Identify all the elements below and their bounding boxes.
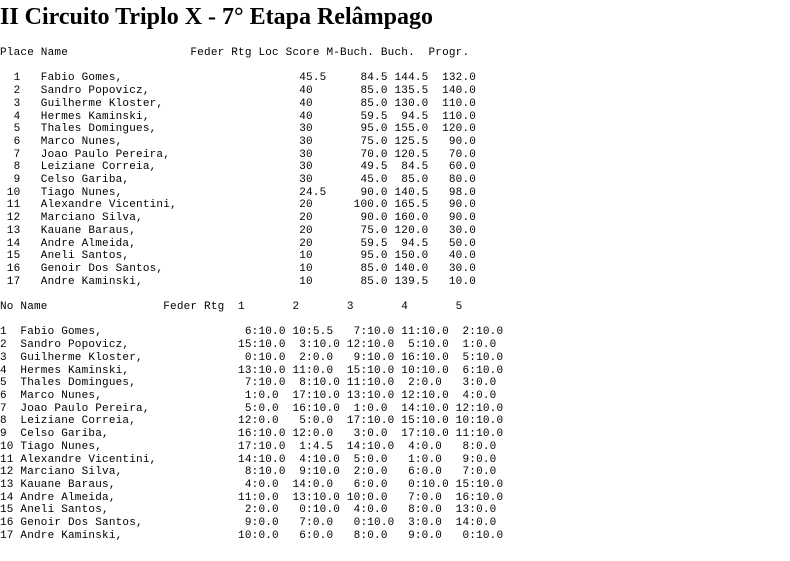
crosstable-row: 11 Alexandre Vicentini, 14:10.0 4:10.0 5:0.0 1:0.0 9:0.0 — [0, 453, 497, 466]
standings-row: 11 Alexandre Vicentini, 20 100.0 165.5 90.0 — [0, 199, 477, 212]
standings-row: 7 Joao Paulo Pereira, 30 70.0 120.5 70.0 — [0, 148, 477, 161]
standings-row: 9 Celso Gariba, 30 45.0 85.0 80.0 — [0, 174, 477, 187]
standings-row: 6 Marco Nunes, 30 75.0 125.5 90.0 — [0, 135, 477, 148]
crosstable-row: 4 Hermes Kaminski, 13:10.0 11:0.0 15:10.0 10:10.0 6:10.0 — [0, 364, 504, 377]
results-text — [0, 47, 503, 542]
crosstable-row: 3 Guilherme Kloster, 0:10.0 2:0.0 9:10.0 16:10.0 5:10.0 — [0, 351, 504, 364]
crosstable-row: 17 Andre Kaminski, 10:0.0 6:0.0 8:0.0 9:0.0 0:10.0 — [0, 529, 504, 542]
crosstable-header: No Name Feder Rtg 1 2 3 4 5 — [0, 301, 463, 314]
crosstable-row: 8 Leiziane Correia, 12:0.0 5:0.0 17:10.0 15:10.0 10:10.0 — [0, 415, 504, 428]
crosstable-row: 1 Fabio Gomes, 6:10.0 10:5.5 7:10.0 11:10.0 2:10.0 — [0, 326, 504, 339]
standings-row: 12 Marciano Silva, 20 90.0 160.0 90.0 — [0, 212, 477, 225]
crosstable-row: 16 Genoir Dos Santos, 9:0.0 7:0.0 0:10.0 3:0.0 14:0.0 — [0, 517, 497, 530]
crosstable-row: 6 Marco Nunes, 1:0.0 17:10.0 13:10.0 12:10.0 4:0.0 — [0, 389, 497, 402]
crosstable-row: 14 Andre Almeida, 11:0.0 13:10.0 10:0.0 7:0.0 16:10.0 — [0, 491, 504, 504]
crosstable-row: 10 Tiago Nunes, 17:10.0 1:4.5 14:10.0 4:0.0 8:0.0 — [0, 440, 497, 453]
standings-row: 16 Genoir Dos Santos, 10 85.0 140.0 30.0 — [0, 262, 477, 275]
standings-row: 4 Hermes Kaminski, 40 59.5 94.5 110.0 — [0, 110, 477, 123]
standings-row: 10 Tiago Nunes, 24.5 90.0 140.5 98.0 — [0, 186, 477, 199]
crosstable-row: 2 Sandro Popovicz, 15:10.0 3:10.0 12:10.0 5:10.0 1:0.0 — [0, 339, 497, 352]
standings-row: 2 Sandro Popovicz, 40 85.0 135.5 140.0 — [0, 85, 477, 98]
crosstable-row: 12 Marciano Silva, 8:10.0 9:10.0 2:0.0 6:0.0 7:0.0 — [0, 466, 497, 479]
crosstable-row: 5 Thales Domingues, 7:10.0 8:10.0 11:10.0 2:0.0 3:0.0 — [0, 377, 497, 390]
standings-row: 5 Thales Domingues, 30 95.0 155.0 120.0 — [0, 123, 477, 136]
standings-row: 13 Kauane Baraus, 20 75.0 120.0 30.0 — [0, 224, 477, 237]
standings-row: 15 Aneli Santos, 10 95.0 150.0 40.0 — [0, 250, 477, 263]
standings-row: 3 Guilherme Kloster, 40 85.0 130.0 110.0 — [0, 97, 477, 110]
crosstable-row: 7 Joao Paulo Pereira, 5:0.0 16:10.0 1:0.0 14:10.0 12:10.0 — [0, 402, 504, 415]
standings-row: 1 Fabio Gomes, 45.5 84.5 144.5 132.0 — [0, 72, 477, 85]
page-title: II Circuito Triplo X - 7° Etapa Relâmpago — [0, 4, 433, 30]
crosstable-row: 9 Celso Gariba, 16:10.0 12:0.0 3:0.0 17:10.0 11:10.0 — [0, 428, 504, 441]
standings-header: Place Name Feder Rtg Loc Score M-Buch. Buch. Progr. — [0, 47, 470, 59]
crosstable-row: 13 Kauane Baraus, 4:0.0 14:0.0 6:0.0 0:10.0 15:10.0 — [0, 478, 504, 491]
standings-row: 14 Andre Almeida, 20 59.5 94.5 50.0 — [0, 237, 477, 250]
standings-row: 8 Leiziane Correia, 30 49.5 84.5 60.0 — [0, 161, 477, 174]
standings-row: 17 Andre Kaminski, 10 85.0 139.5 10.0 — [0, 275, 477, 288]
crosstable-row: 15 Aneli Santos, 2:0.0 0:10.0 4:0.0 8:0.0 13:0.0 — [0, 504, 497, 517]
